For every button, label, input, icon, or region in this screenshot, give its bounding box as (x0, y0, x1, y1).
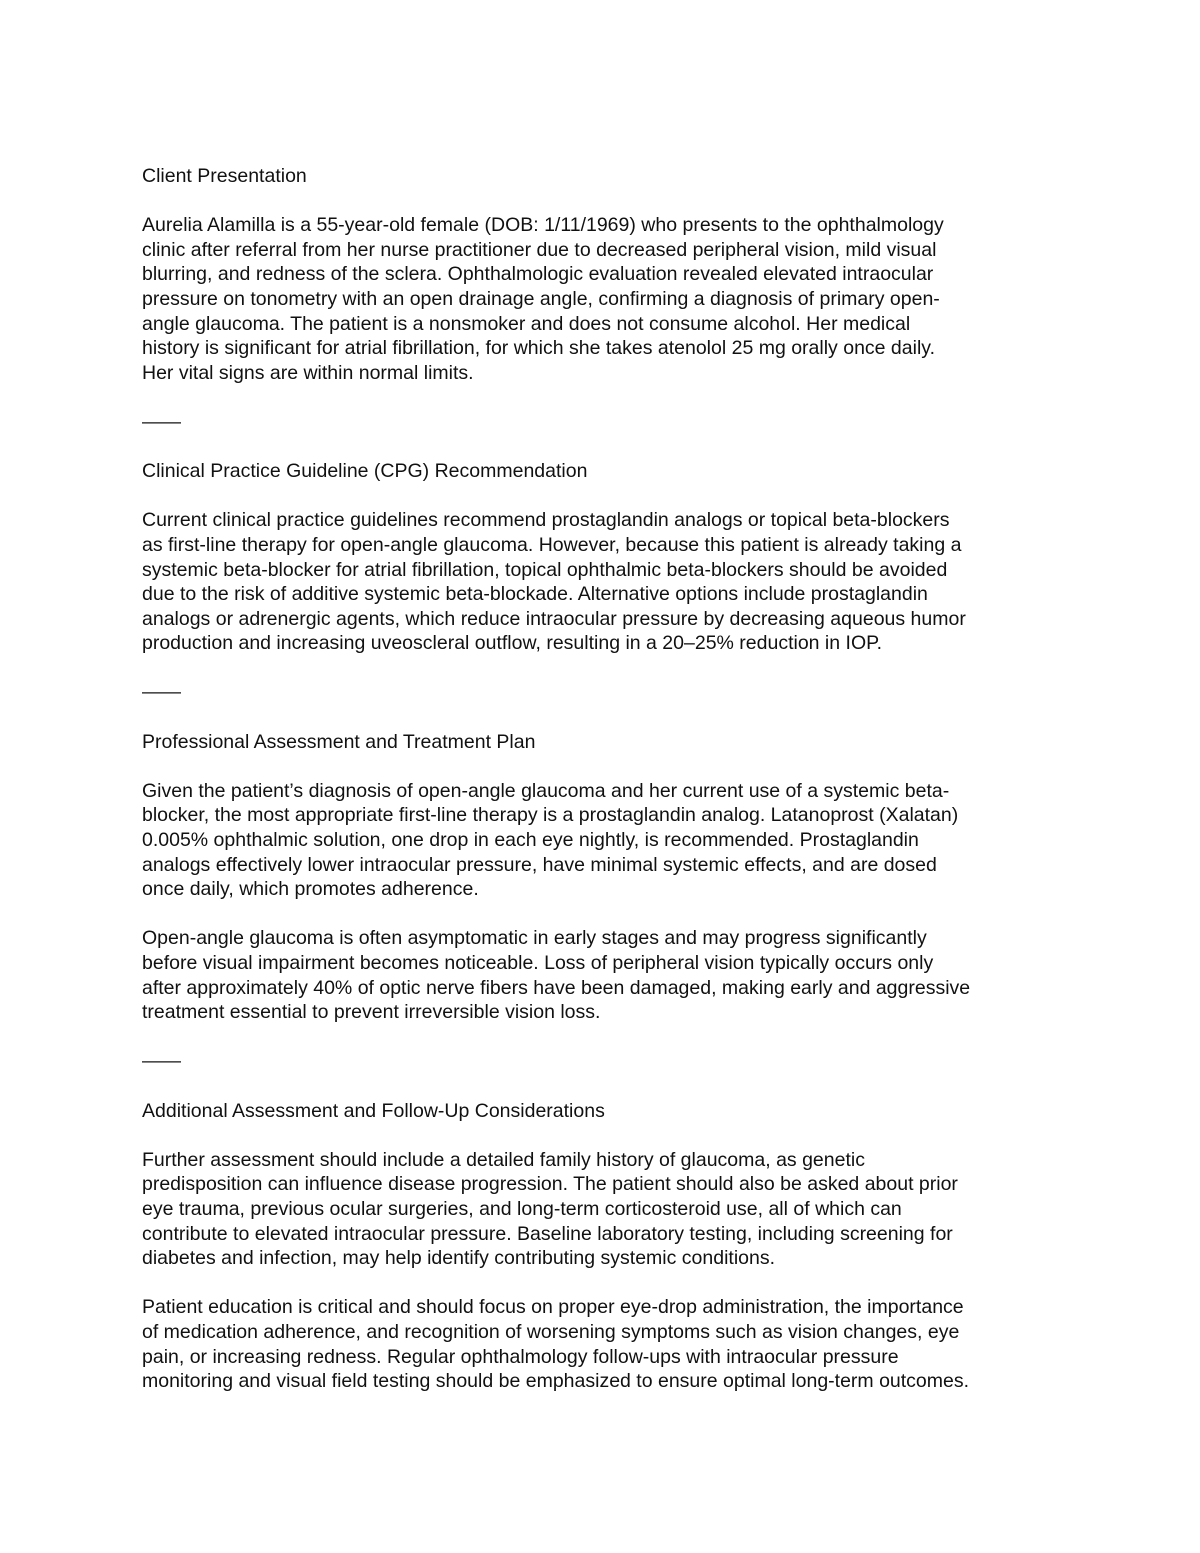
paragraph-cpg-recommendation: Current clinical practice guidelines recommend prostaglandin analogs or topical beta-blockers as first-line therapy for open-angle glaucoma. However, because this patient is already taking a systemic beta-blocker for atrial fibrillation, topical ophthalmic beta-blockers should be avoided due to the risk of additive systemic beta-blockade. Alternative options include prostaglandin analogs or adrenergic agents, which reduce intraocular pressure by decreasing aqueous humor production and increasing uveoscleral outflow, resulting in a 20–25% reduction in IOP. (142, 509, 966, 655)
section-title-follow-up: Additional Assessment and Follow-Up Considerations (142, 1099, 605, 1122)
document-page (142, 164, 1062, 1394)
paragraph-follow-up-2: Patient education is critical and should focus on proper eye-drop administration, the importance of medication adherence, and recognition of worsening symptoms such as vision changes, eye pain, or increasing redness. Regular ophthalmology follow-ups with intraocular pressure monitoring and visual field testing should be emphasized to ensure optimal long-term outcomes. (142, 1296, 970, 1393)
paragraph-follow-up-1: Further assessment should include a detailed family history of glaucoma, as genetic predisposition can influence disease progression. The patient should also be asked about prior eye trauma, previous ocular surgeries, and long-term corticosteroid use, all of which can contribute to elevated intraocular pressure. Baseline laboratory testing, including screening for diabetes and infection, may help identify contributing systemic conditions. (142, 1148, 958, 1270)
paragraph-client-presentation: Aurelia Alamilla is a 55-year-old female (DOB: 1/11/1969) who presents to the ophthalmology clinic after referral from her nurse practitioner due to decreased peripheral vision, mild visual blurring, and redness of the sclera. Ophthalmologic evaluation revealed elevated intraocular pressure on tonometry with an open drainage angle, confirming a diagnosis of primary open- angle glaucoma. The patient is a nonsmoker and does not consume alcohol. Her medical history is significant for atrial fibrillation, for which she takes atenolol 25 mg orally once daily. Her vital signs are within normal limits. (142, 214, 944, 384)
section-divider: —— (142, 681, 181, 704)
paragraph-treatment-plan-2: Open-angle glaucoma is often asymptomatic in early stages and may progress significantly before visual impairment becomes noticeable. Loss of peripheral vision typically occurs only after approximately 40% of optic nerve fibers have been damaged, making early and aggressive treatment essential to prevent irreversible vision loss. (142, 927, 971, 1024)
section-title-cpg-recommendation: Clinical Practice Guideline (CPG) Recommendation (142, 460, 588, 483)
section-divider: —— (142, 1050, 181, 1073)
section-title-treatment-plan: Professional Assessment and Treatment Plan (142, 730, 536, 753)
section-title-client-presentation: Client Presentation (142, 165, 307, 187)
paragraph-treatment-plan-1: Given the patient’s diagnosis of open-angle glaucoma and her current use of a systemic beta- blocker, the most appropriate first-line therapy is a prostaglandin analog. Latanoprost (Xalatan) 0.005% ophthalmic solution, one drop in each eye nightly, is recommended. Prostaglandin analogs effectively lower intraocular pressure, have minimal systemic effects, and are dosed once daily, which promotes adherence. (142, 779, 959, 901)
section-divider: —— (142, 410, 181, 433)
